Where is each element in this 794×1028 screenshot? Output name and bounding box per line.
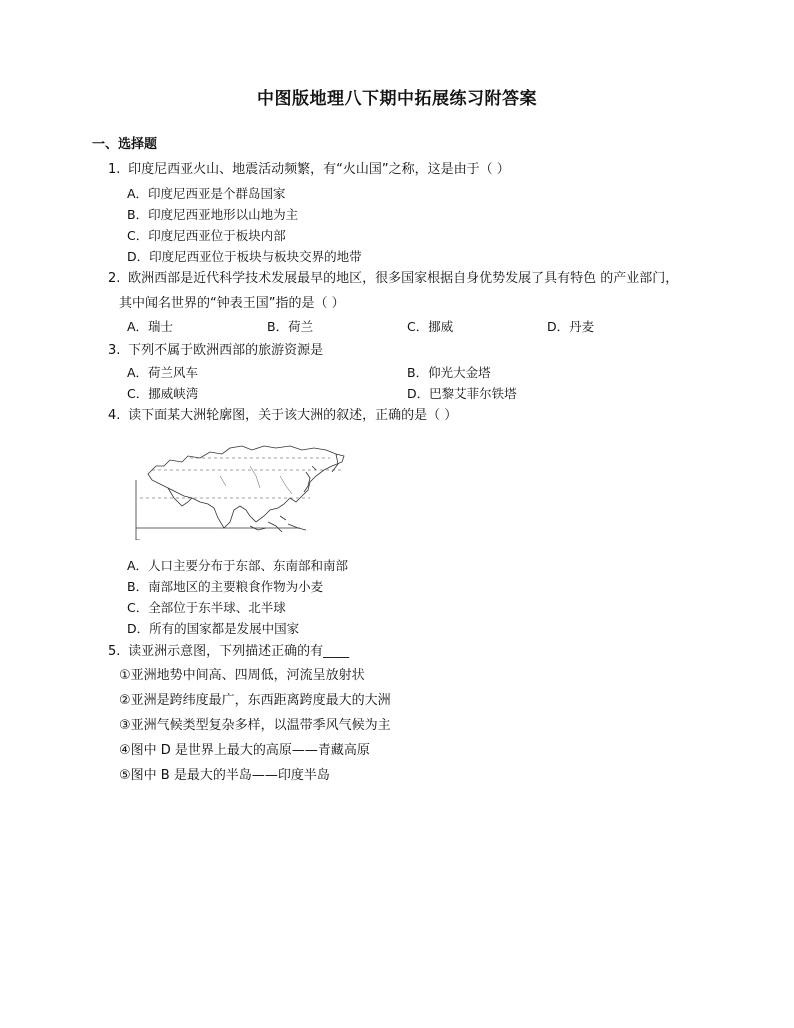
q1-option-b: B．印度尼西亚地形以山地为主 (127, 207, 299, 222)
continent-outline-map (130, 436, 352, 540)
question-stem-line-2: 其中闻名世界的“钟表王国”指的是（ ） (119, 296, 345, 311)
question-4 (108, 407, 457, 425)
q5-statement-5: ⑤图中 B 是最大的半岛——印度半岛 (119, 768, 330, 783)
q4-option-d: D．所有的国家都是发展中国家 (127, 621, 300, 636)
q1-option-a: A．印度尼西亚是个群岛国家 (127, 186, 286, 201)
q3-option-d: D．巴黎艾菲尔铁塔 (407, 386, 517, 401)
q2-option-c: C．挪威 (407, 319, 454, 334)
q5-statement-3: ③亚洲气候类型复杂多样，以温带季风气候为主 (119, 718, 391, 733)
question-number: 2. (108, 271, 121, 286)
question-stem: 读亚洲示意图，下列描述正确的有____ (128, 644, 350, 659)
q1-option-d: D．印度尼西亚位于板块与板块交界的地带 (127, 249, 362, 264)
q3-option-b: B．仰光大金塔 (407, 365, 491, 380)
question-3 (108, 342, 323, 360)
question-5 (108, 643, 349, 661)
question-number: 3. (108, 343, 121, 358)
question-stem: 下列不属于欧洲西部的旅游资源是 (128, 343, 324, 358)
section-heading: 一、选择题 (92, 137, 158, 152)
question-1 (108, 161, 510, 179)
q5-statement-2: ②亚洲是跨纬度最广，东西距离跨度最大的大洲 (119, 693, 391, 708)
q1-option-c: C．印度尼西亚位于板块内部 (127, 228, 286, 243)
q2-option-b: B．荷兰 (267, 319, 314, 334)
q5-statement-4: ④图中 D 是世界上最大的高原——青藏高原 (119, 743, 370, 758)
q5-statement-1: ①亚洲地势中间高、四周低，河流呈放射状 (119, 668, 365, 683)
question-2 (108, 270, 678, 288)
question-stem: 印度尼西亚火山、地震活动频繁，有“火山国”之称，这是由于（ ） (128, 162, 510, 177)
page-title: 中图版地理八下期中拓展练习附答案 (257, 89, 537, 109)
question-number: 1. (108, 162, 121, 177)
question-number: 5. (108, 644, 121, 659)
question-stem-line-1: 欧洲西部是近代科学技术发展最早的地区，很多国家根据自身优势发展了具有特色 的产业部门， (128, 271, 679, 286)
q4-option-b: B．南部地区的主要粮食作物为小麦 (127, 579, 324, 594)
question-number: 4. (108, 408, 121, 423)
q4-option-c: C．全部位于东半球、北半球 (127, 600, 286, 615)
q2-option-a: A．瑞士 (127, 319, 174, 334)
q3-option-a: A．荷兰风车 (127, 365, 199, 380)
q3-option-c: C．挪威峡湾 (127, 386, 199, 401)
q4-option-a: A．人口主要分布于东部、东南部和南部 (127, 558, 349, 573)
question-stem: 读下面某大洲轮廓图，关于该大洲的叙述，正确的是（ ） (128, 408, 458, 423)
q2-option-d: D．丹麦 (547, 319, 595, 334)
